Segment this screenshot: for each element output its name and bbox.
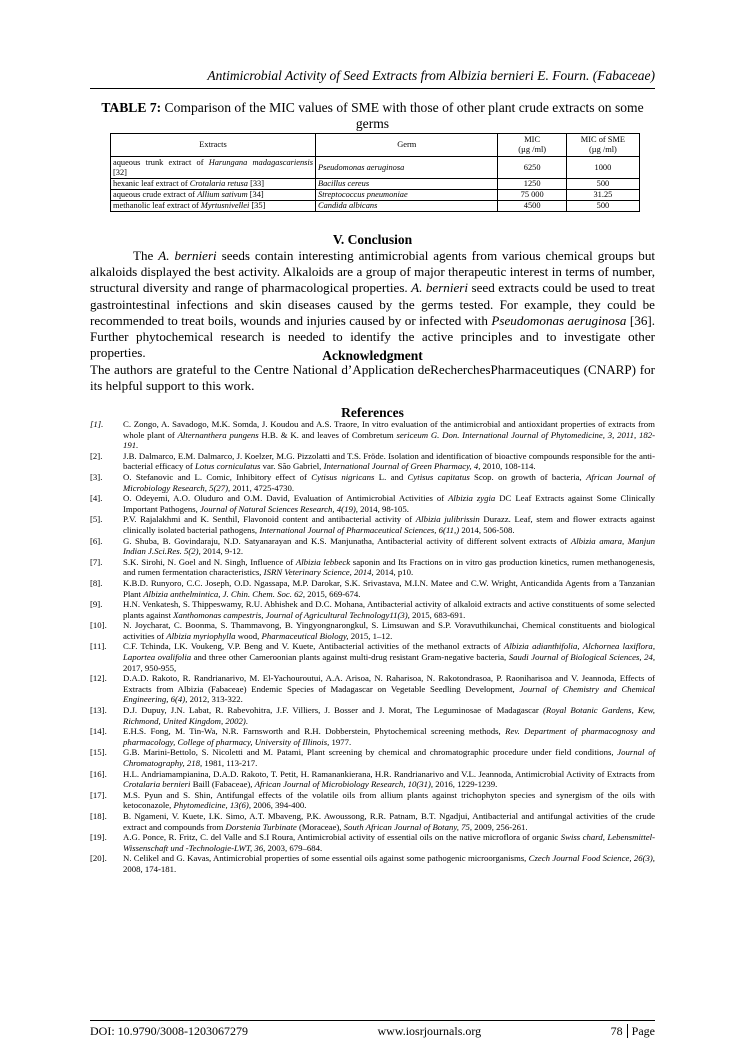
reference-item <box>90 769 655 790</box>
reference-number: [14]. <box>90 726 107 737</box>
header-mic-sme: MIC of SME (µg /ml) <box>566 134 639 157</box>
doi: DOI: 10.9790/3008-1203067279 <box>90 1024 248 1038</box>
reference-text: D.A.D. Rakoto, R. Randrianarivo, M. El-Yachouroutui, A.A. Arisoa, N. Raharisoa, N. Rakotondrasoa, P. Raoniharisoa and V. Jeannoda, Effects of Extracts from Albizia (Fabaceae) Endemic Species of Madagascar on Vegetable Seedling Development, Journal of Chemistry and Chemical Engineering, 6(4), 2012, 313-322. <box>123 673 655 705</box>
table-row <box>111 179 640 190</box>
cell-mic-sme: 31.25 <box>566 190 639 201</box>
reference-number: [16]. <box>90 768 107 779</box>
conclusion-heading: V. Conclusion <box>332 232 413 247</box>
reference-text: N. Celikel and G. Kavas, Antimicrobial properties of some essential oils against some pathogenic microorganisms, Czech Journal Food Science, 26(3), 2008, 174-181. <box>123 853 655 874</box>
reference-number: [19]. <box>90 832 107 843</box>
reference-text: H.L. Andriamampianina, D.A.D. Rakoto, T. Petit, H. Ramanankierana, H.R. Randrianarivo and V.L. Jeannoda, Antimicrobial Activity of Extracts from Crotalaria bernieri Baill (Fabaceae), African Journal of Microbiology Research, 10(31), 2016, 1229-1239. <box>123 768 655 790</box>
header-mic: MIC (µg /ml) <box>498 134 566 157</box>
acknowledgment-heading: Acknowledgment <box>322 348 423 363</box>
table-row <box>111 157 640 179</box>
reference-item <box>90 641 655 673</box>
reference-number: [18]. <box>90 810 107 821</box>
cell-mic-sme: 500 <box>566 201 639 212</box>
reference-item <box>90 620 655 641</box>
mic-comparison-table <box>110 133 640 212</box>
cell-germ: Pseudomonas aeruginosa <box>316 157 498 179</box>
reference-number: [7]. <box>90 556 103 567</box>
reference-item <box>90 832 655 853</box>
cell-germ: Candida albicans <box>316 201 498 212</box>
header-germ: Germ <box>316 134 498 157</box>
reference-item <box>90 472 655 493</box>
reference-item <box>90 578 655 599</box>
reference-text: C. Zongo, A. Savadogo, M.K. Somda, J. Koudou and A.S. Traore, In vitro evaluation of the antimicrobial and antioxidant properties of extracts from whole plant of Alternanthera pungens H.B. & K. and leaves of Combretum sericeum G. Don. International Journal of Phytomedicine, 3, 2011, 182-191. <box>123 419 655 451</box>
journal-site[interactable]: www.iosrjournals.org <box>377 1024 482 1038</box>
table-row <box>111 190 640 201</box>
reference-number: [20]. <box>90 853 107 864</box>
reference-item <box>90 747 655 768</box>
reference-number: [6]. <box>90 535 103 546</box>
reference-number: [10]. <box>90 620 107 631</box>
reference-item <box>90 673 655 705</box>
reference-text: D.J. Dupuy, J.N. Labat, R. Rabevohitra, J.F. Villiers, J. Bosser and J. Morat, The Leguminosae of Madagascar (Royal Botanic Gardens, Kew, Richmond, United Kingdom, 2002). <box>123 705 655 726</box>
reference-text: G. Shuba, B. Govindaraju, N.D. Satyanarayan and K.S. Manjunatha, Antibacterial activity of different solvent extracts of Albizia amara, Manjun Indian J.Sci.Res. 5(2), 2014, 9-12. <box>123 535 655 557</box>
reference-text: N. Joycharat, C. Boonma, S. Thammavong, B. Yingyongnarongkul, S. Limsuwan and S.P. Voravuthikunchai, Chemical constituents and biological activities of Albizia myriophylla wood, Pharmaceutical Biology, 2015, 1–12. <box>123 620 655 641</box>
cell-mic: 75 000 <box>498 190 566 201</box>
cell-germ: Streptococcus pneumoniae <box>316 190 498 201</box>
page-number-block <box>611 1024 655 1039</box>
reference-item <box>90 493 655 514</box>
table-label: TABLE 7: <box>101 100 162 115</box>
conclusion-text: The A. bernieri seeds contain interesting antimicrobial agents from various chemical groups but alkaloids displayed the best activity. Alkaloids are a group of major therapeutic interest in terms of number, structural diversity and range of pharmacological properties. A. bernieri seed extracts could be used to treat gastrointestinal infections and skin diseases caused by the germs tested. For example, they could be recommended to treat boils, wounds and injuries caused by or infected with Pseudomonas aeruginosa [36]. Further phytochemical research is needed to identify the active principles and to investigate other properties. <box>90 248 656 361</box>
reference-number: [17]. <box>90 789 107 800</box>
reference-number: [2]. <box>90 450 103 461</box>
reference-text: S.K. Sirohi, N. Goel and N. Singh, Influence of Albizia lebbeck saponin and Its Fractions on in vitro gas production kinetics, rumen methanogenesis, and rumen fermentation characteristics, ISRN Veterinary Science, 2014, 2014, p10. <box>123 556 655 578</box>
reference-item <box>90 599 655 620</box>
reference-number: [12]. <box>90 673 107 684</box>
acknowledgment-text: The authors are grateful to the Centre National d’Application deRecherchesPharmaceutiques (CNARP) for its helpful support to this work. <box>90 362 655 394</box>
reference-number: [15]. <box>90 747 107 758</box>
running-head: Antimicrobial Activity of Seed Extracts from Albizia bernieri E. Fourn. (Fabaceae) <box>207 68 655 83</box>
reference-item <box>90 536 655 557</box>
reference-text: O. Stefanovic and L. Comic, Inhibitory effect of Cytisus nigricans L. and Cytisus capitatus Scop. on growth of bacteria, African Journal of Microbiology Research, 5(27), 2011, 4725-4730. <box>123 471 655 493</box>
cell-mic: 4500 <box>498 201 566 212</box>
cell-mic: 1250 <box>498 179 566 190</box>
reference-number: [4]. <box>90 493 103 504</box>
reference-text: E.H.S. Fong, M. Tin-Wa, N.R. Farnsworth and R.H. Dobberstein, Phytochemical screening methods, Rev. Department of pharmacognosy and pharmacology, College of pharmacy, University of Illinois, 1977. <box>123 726 655 747</box>
table-caption <box>90 100 655 132</box>
reference-item <box>90 790 655 811</box>
references-heading: References <box>341 405 404 420</box>
cell-extract: hexanic leaf extract of Crotalaria retusa [33] <box>111 179 316 190</box>
reference-number: [11]. <box>90 641 107 652</box>
reference-item <box>90 726 655 747</box>
page-number: 78 <box>610 1024 623 1038</box>
cell-germ: Bacillus cereus <box>316 179 498 190</box>
reference-number: [8]. <box>90 577 103 588</box>
page-footer <box>90 1024 655 1039</box>
cell-mic: 6250 <box>498 157 566 179</box>
header-extracts: Extracts <box>111 134 316 157</box>
reference-text: K.B.D. Runyoro, C.C. Joseph, O.D. Ngassapa, M.P. Darokar, S.K. Srivastava, M.I.N. Matee and C.W. Wright, Anticandida Agents from a Tanzanian Plant Albizia anthelmintica, J. Chin. Chem. Soc. 62, 2015, 669-674. <box>123 577 655 599</box>
reference-text: J.B. Dalmarco, E.M. Dalmarco, J. Koelzer, M.G. Pizzolatti and T.S. Fröde. Isolation and identification of bioactive compounds responsible for the anti-bacterial efficacy of Lotus corniculatus var. São Gabriel, International Journal of Green Pharmacy, 4, 2010, 108-114. <box>123 450 655 472</box>
cell-extract: aqueous trunk extract of Harungana madagascariensis [32] <box>111 157 316 179</box>
cell-mic-sme: 500 <box>566 179 639 190</box>
reference-text: B. Ngameni, V. Kuete, I.K. Simo, A.T. Mbaveng, P.K. Awoussong, R.R. Patnam, B.T. Ngadjui, Antibacterial and antifungal activities of the crude extract and compounds from Dorstenia Turbinate (Moraceae), South African Journal of Botany, 75, 2009, 256-261. <box>123 810 655 832</box>
reference-text: H.N. Venkatesh, S. Thippeswamy, R.U. Abhishek and D.C. Mohana, Antibacterial activity of alkaloid extracts and active constituents of some selected plants against Xanthomonas campestris, Journal of Agricultural Technology11(3), 2015, 683-691. <box>123 599 655 620</box>
reference-item <box>90 514 655 535</box>
page-label: Page <box>627 1024 655 1038</box>
reference-text: G.B. Marini-Bettolo, S. Nicoletti and M. Patami, Plant screening by chemical and chromatographic procedure under field conditions, Journal of Chromatography, 218, 1981, 113-217. <box>123 747 655 768</box>
header-rule <box>90 88 655 89</box>
reference-number: [9]. <box>90 599 103 610</box>
reference-list <box>90 419 655 875</box>
reference-item <box>90 451 655 472</box>
reference-text: A.G. Ponce, R. Fritz, C. del Valle and S.I Roura, Antimicrobial activity of essential oils on the native microflora of organic Swiss chard, Lebensmittel-Wissenschaft und -Technologie-LWT, 36, 2003, 679–684. <box>123 832 656 853</box>
cell-extract: methanolic leaf extract of Myrtusnivellei [35] <box>111 201 316 212</box>
reference-text: P.V. Rajalakhmi and K. Senthil, Flavonoid content and antibacterial activity of Albizia julibrissin Durazz. Leaf, stem and flower extracts against clinically isolated bacterial pathogens, International Journal of Pharmaceutical Sciences, 6(11,) 2014, 506-508. <box>123 514 655 535</box>
table-header-row <box>111 134 640 157</box>
reference-text: C.F. Tchinda, I.K. Voukeng, V.P. Beng and V. Kuete, Antibacterial activities of the methanol extracts of Albizia adianthifolia, Alchornea laxiflora, Laportea ovalifolia and three other Cameroonian plants against multi-drug resistant Gram-negative bacteria, Saudi Journal of Biological Sciences, 24, 2017, 950-955, <box>123 641 656 673</box>
reference-text: O. Odeyemi, A.O. Oluduro and O.M. David, Evaluation of Antimicrobial Activities of Albizia zygia DC Leaf Extracts against Some Clinically Important Pathogens, Journal of Natural Sciences Research, 4(19), 2014, 98-105. <box>123 493 656 514</box>
reference-number: [5]. <box>90 514 103 525</box>
reference-text: M.S. Pyun and S. Shin, Antifungal effects of the volatile oils from allium plants against trichophyton species and synergism of the oils with ketoconazole, Phytomedicine, 13(6), 2006, 394-400. <box>123 789 655 811</box>
reference-item <box>90 853 655 874</box>
reference-item <box>90 557 655 578</box>
reference-item <box>90 705 655 726</box>
reference-item <box>90 419 655 451</box>
cell-mic-sme: 1000 <box>566 157 639 179</box>
cell-extract: aqueous crude extract of Allium sativum [34] <box>111 190 316 201</box>
reference-number: [13]. <box>90 705 107 716</box>
reference-item <box>90 811 655 832</box>
reference-number: [3]. <box>90 471 103 482</box>
table-caption-text: Comparison of the MIC values of SME with those of other plant crude extracts on some germs <box>161 100 644 131</box>
table-row <box>111 201 640 212</box>
reference-number: [1]. <box>90 419 104 429</box>
footer-rule <box>90 1020 655 1021</box>
